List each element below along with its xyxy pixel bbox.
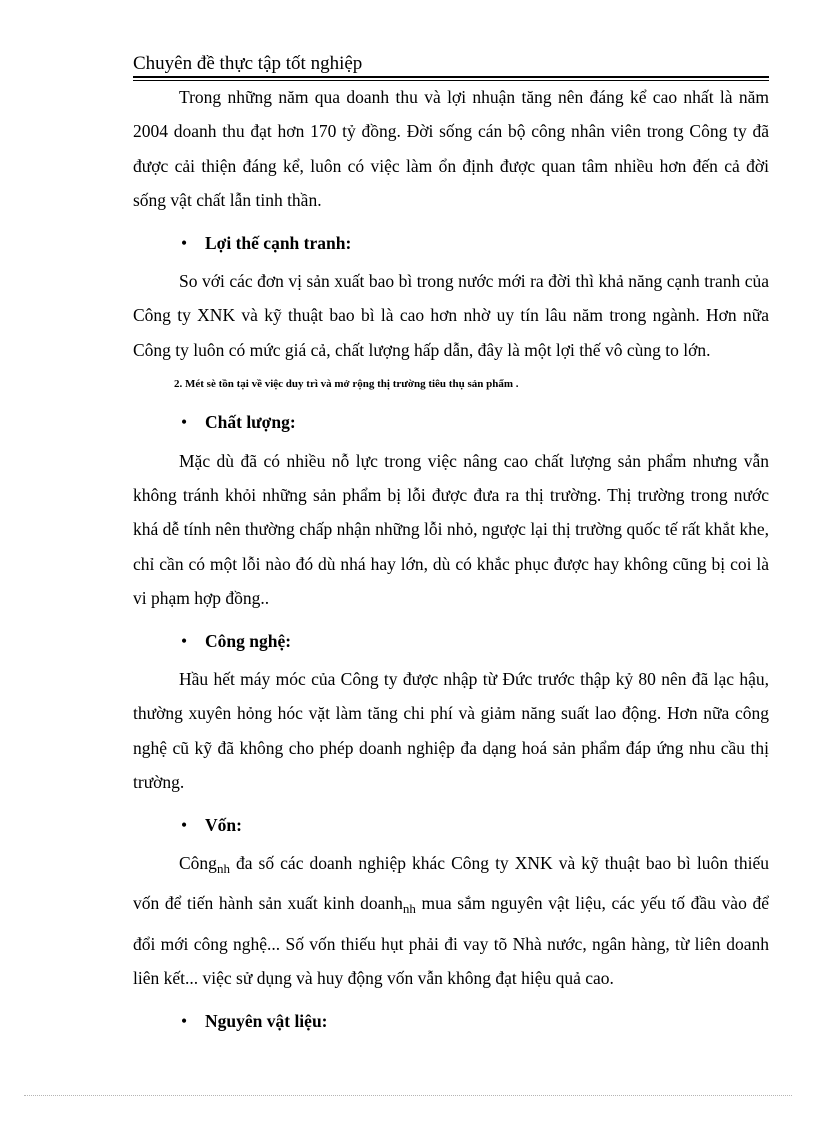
capital-sub-fragment-1: nh [216,861,230,877]
bullet-label: Vốn: [205,814,242,835]
capital-text-part-1: Công [179,853,217,874]
bullet-label: Công nghệ: [205,630,292,651]
bullet-dot-icon: • [181,814,188,835]
header-rule-thick [133,76,769,78]
bullet-dot-icon: • [181,232,188,253]
section-heading: 2. Mét sè tồn tại về việc duy trì và mở rộng thị trường tiêu thụ sản phẩm . [174,378,519,391]
capital-sub-fragment-2: nh [402,901,416,917]
bullet-label: Nguyên vật liệu: [205,1010,328,1031]
bullet-quality [133,405,769,439]
bullet-competitive-advantage [133,226,769,260]
bullet-capital [133,808,769,842]
document-body [133,80,769,1042]
bullet-dot-icon: • [181,412,188,433]
page-bottom-dotted-border [24,1095,792,1096]
page-header [133,52,769,76]
bullet-raw-materials [133,1004,769,1038]
paragraph-technology: Hầu hết máy móc của Công ty được nhập từ Đức trước thập kỷ 80 nên đã lạc hậu, thường xuyên hỏng hóc vặt làm tăng chi phí và giảm năng suất lao động. Hơn nữa công nghệ cũ kỹ đã không cho phép doanh nghiệp đa dạng hoá sản phẩm đáp ứng nhu cầu thị trường. [133,669,769,793]
bullet-label: Chất lượng: [205,412,296,433]
capital-text-part-3: mua sắm nguyên vật liệu, các yếu tố đầu vào để đổi mới công nghệ... Số vốn thiếu hụt phải đi vay tõ Nhà nước, ngân hàng, từ liên doanh liên kết... việc sử dụng và huy động vốn vẫn không đạt hiệu quả cao. [133,893,769,989]
bullet-dot-icon: • [181,630,188,651]
paragraph-revenue: Trong những năm qua doanh thu và lợi nhuận tăng nên đáng kể cao nhất là năm 2004 doanh thu đạt hơn 170 tỷ đồng. Đời sống cán bộ công nhân viên trong Công ty đã được cải thiện đáng kể, luôn có việc làm ổn định được quan tâm nhiều hơn đến cả đời sống vật chất lẫn tinh thần. [133,87,769,211]
bullet-technology [133,624,769,658]
bullet-label: Lợi thế cạnh tranh: [205,232,352,253]
paragraph-quality: Mặc dù đã có nhiều nỗ lực trong việc nâng cao chất lượng sản phẩm nhưng vẫn không tránh khỏi những sản phẩm bị lỗi được đưa ra thị trường. Thị trường trong nước khá dễ tính nên thường chấp nhận những lỗi nhỏ, ngược lại thị trường quốc tế rất khắt khe, chỉ cần có một lỗi nào đó dù nhá hay lớn, dù có khắc phục được hay không cũng bị coi là vi phạm hợp đồng.. [133,450,769,609]
header-title: Chuyên đề thực tập tốt nghiệp [133,53,363,74]
paragraph-competition: So với các đơn vị sản xuất bao bì trong nước mới ra đời thì khả năng cạnh tranh của Công ty XNK và kỹ thuật bao bì là cao hơn nhờ uy tín lâu năm trong ngành. Hơn nữa Công ty luôn có mức giá cả, chất lượng hấp dẫn, đây là một lợi thế vô cùng to lớn. [133,271,769,360]
paragraph-capital [133,846,769,996]
bullet-dot-icon: • [181,1010,188,1031]
capital-text-part-2: đa số các doanh nghiệp khác Công ty XNK và kỹ thuật bao bì luôn thiếu vốn để tiến hành sản xuất kinh doanh [133,853,769,914]
